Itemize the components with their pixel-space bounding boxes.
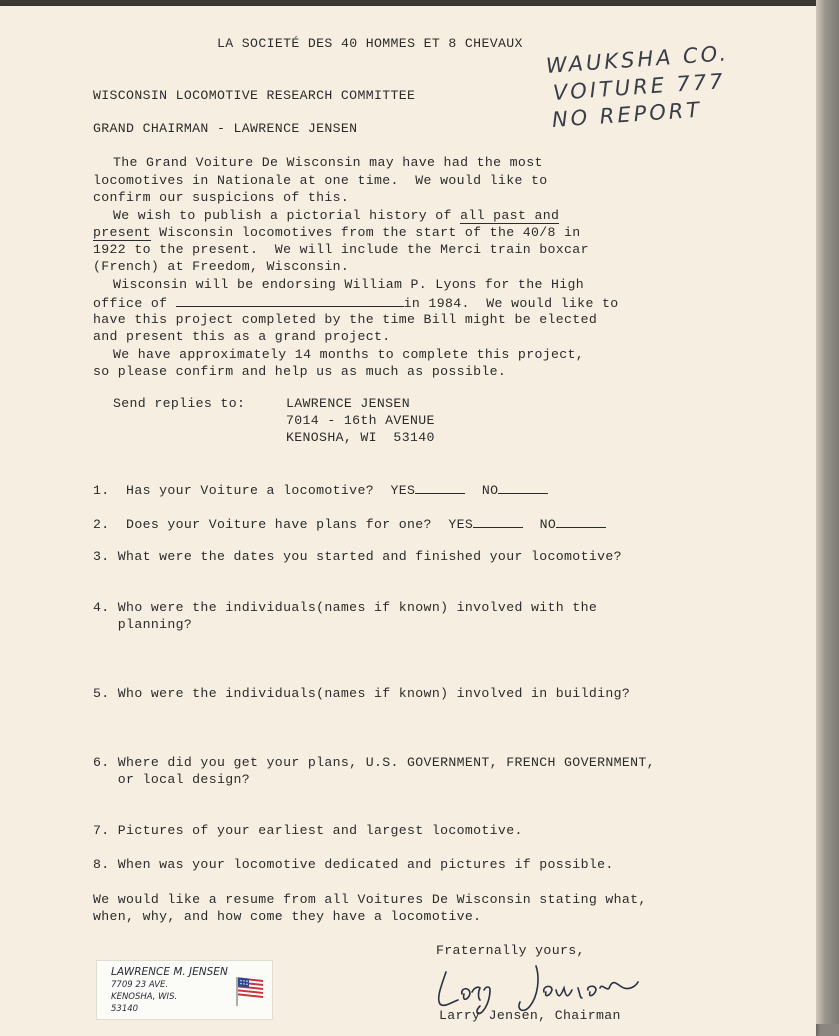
body-line: Wisconsin will be endorsing William P. Lyons for the High <box>113 277 585 292</box>
office-blank-line <box>176 294 404 307</box>
body-line: 1922 to the present. We will include the Merci train boxcar <box>93 242 589 257</box>
question-4-line1: 4. Who were the individuals(names if known) involved with the <box>93 600 598 615</box>
body-line <box>93 294 619 311</box>
question-7: 7. Pictures of your earliest and largest locomotive. <box>93 823 523 838</box>
question-5: 5. Who were the individuals(names if known) involved in building? <box>93 686 631 701</box>
salutation: Fraternally yours, <box>436 943 585 958</box>
question-8: 8. When was your locomotive dedicated and pictures if possible. <box>93 857 614 872</box>
yes-blank <box>415 481 465 494</box>
body-line: We have approximately 14 months to complete this project, <box>113 347 585 362</box>
reply-label: Send replies to: <box>113 396 246 411</box>
body-line: locomotives in Nationale at one time. We would like to <box>93 173 548 188</box>
stamp-city: KENOSHA, WIS. <box>111 992 178 1002</box>
body-line: have this project completed by the time Bill might be elected <box>93 312 598 327</box>
body-text: office of <box>93 296 176 311</box>
stamp-street: 7709 23 AVE. <box>111 980 169 990</box>
body-text: We wish to publish a pictorial history of <box>113 208 461 223</box>
return-address-label <box>96 960 273 1020</box>
no-blank <box>556 515 606 528</box>
question-1 <box>93 481 548 498</box>
signer-name: Larry Jensen, Chairman <box>439 1008 621 1023</box>
question-3: 3. What were the dates you started and finished your locomotive? <box>93 549 622 564</box>
closing-line1: We would like a resume from all Voitures De Wisconsin stating what, <box>93 892 647 907</box>
question-text: 1. Has your Voiture a locomotive? YES <box>93 483 416 498</box>
no-blank <box>498 481 548 494</box>
handwritten-note-line2: VOITURE 777 <box>552 68 727 105</box>
underlined-phrase: all past and <box>460 208 560 223</box>
handwritten-note-line3: NO REPORT <box>551 97 703 132</box>
no-label: NO <box>523 517 557 532</box>
handwritten-note-line1: WAUKSHA CO. <box>545 41 730 78</box>
reply-street: 7014 - 16th AVENUE <box>286 413 435 428</box>
stamp-name: LAWRENCE M. JENSEN <box>111 966 228 978</box>
org-heading: LA SOCIETÉ DES 40 HOMMES ET 8 CHEVAUX <box>217 36 523 51</box>
closing-line2: when, why, and how come they have a locomotive. <box>93 909 482 924</box>
body-line: and present this as a grand project. <box>93 329 391 344</box>
reply-city: KENOSHA, WI 53140 <box>286 430 435 445</box>
question-4-line2: planning? <box>93 617 193 632</box>
no-label: NO <box>465 483 499 498</box>
us-flag-icon <box>235 975 265 1007</box>
question-6-line1: 6. Where did you get your plans, U.S. GOVERNMENT, FRENCH GOVERNMENT, <box>93 755 655 770</box>
body-text: Wisconsin locomotives from the start of the 40/8 in <box>150 225 581 240</box>
question-2 <box>93 515 606 532</box>
chairman-heading: GRAND CHAIRMAN - LAWRENCE JENSEN <box>93 121 358 136</box>
body-line: The Grand Voiture De Wisconsin may have had the most <box>113 155 543 170</box>
committee-heading: WISCONSIN LOCOMOTIVE RESEARCH COMMITTEE <box>93 88 416 103</box>
question-text: 2. Does your Voiture have plans for one? YES <box>93 517 474 532</box>
scan-right-edge <box>816 0 839 1024</box>
body-line <box>113 208 559 223</box>
question-6-line2: or local design? <box>93 772 251 787</box>
body-line: so please confirm and help us as much as possible. <box>93 364 507 379</box>
stamp-zip: 53140 <box>111 1004 139 1014</box>
body-line: confirm our suspicions of this. <box>93 190 350 205</box>
yes-blank <box>473 515 523 528</box>
reply-name: LAWRENCE JENSEN <box>286 396 410 411</box>
body-line: (French) at Freedom, Wisconsin. <box>93 259 350 274</box>
body-text: in 1984. We would like to <box>403 296 619 311</box>
underlined-phrase: present <box>93 225 151 240</box>
body-line <box>93 225 581 240</box>
